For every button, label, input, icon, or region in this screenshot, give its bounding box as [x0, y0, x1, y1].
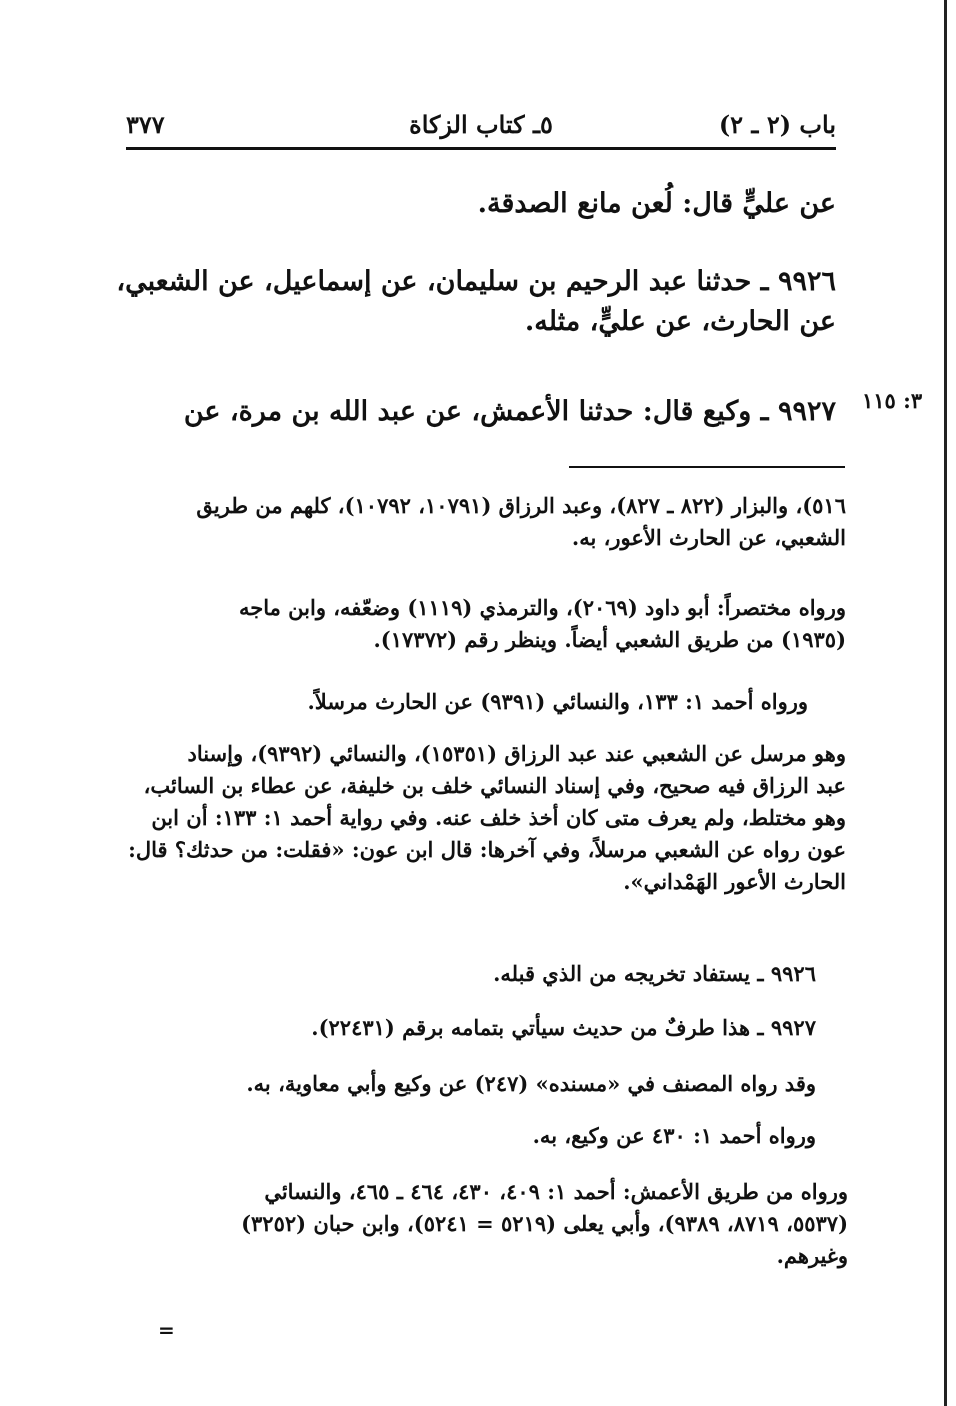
- hadith-9927: [184, 392, 836, 432]
- book-title: ٥ـ كتاب الزكاة: [409, 110, 553, 139]
- footnote-6: [311, 1012, 816, 1044]
- continuation-mark: =: [158, 1318, 175, 1342]
- footnote-5: [493, 958, 816, 990]
- footnote-line: ورواه من طريق الأعمش: أحمد ١: ٤٠٩، ٤٣٠، ٤٦٤ ـ ٤٦٥، والنسائي: [264, 1179, 848, 1204]
- main-line: عن عليٍّ قال: لُعن مانع الصدقة.: [477, 188, 836, 219]
- footnote-line: ٩٩٢٧ ـ هذا طرفٌ من حديث سيأتي بتمامه برقم (٢٢٤٣١).: [311, 1015, 816, 1040]
- footnote-separator: [569, 466, 845, 468]
- footnote-3: [308, 686, 809, 718]
- footnote-line: وغيرهم.: [776, 1243, 848, 1268]
- page-number: ٣٧٧: [126, 110, 165, 139]
- footnote-line: ورواه مختصراً: أبو داود (٢٠٦٩)، والترمذي (١١١٩) وضعّفه، وابن ماجه: [238, 595, 846, 620]
- margin-reference: ٣: ١١٥: [862, 388, 923, 413]
- page-edge-rule: [944, 0, 947, 1406]
- main-line: ٩٩٢٧ ـ وكيع قال: حدثنا الأعمش، عن عبد الله بن مرة، عن: [183, 396, 836, 427]
- main-paragraph-1: [478, 184, 836, 224]
- footnote-7: [246, 1068, 816, 1100]
- footnote-line: ورواه أحمد ١: ٤٣٠ عن وكيع، به.: [532, 1123, 816, 1148]
- chapter-label: باب (٢ ـ ٢): [718, 110, 836, 139]
- footnote-line: (١٩٣٥) من طريق الشعبي أيضاً. وينظر رقم (١٧٣٧٢).: [373, 627, 846, 652]
- footnote-line: الحارث الأعور الهَمْداني».: [623, 869, 846, 894]
- footnote-1: [196, 490, 846, 554]
- footnote-8: [533, 1120, 816, 1152]
- footnote-line: ورواه أحمد ١: ١٣٣، والنسائي (٩٣٩١) عن الحارث مرسلاً.: [307, 689, 808, 714]
- header-rule: [126, 147, 836, 150]
- footnote-line: (٥٥٣٧، ٨٧١٩، ٩٣٨٩)، وأبي يعلى (٥٢١٩ = ٥٢٤١)، وابن حبان (٣٢٥٢): [241, 1211, 848, 1236]
- main-line: عن الحارث، عن عليٍّ، مثله.: [524, 306, 836, 337]
- footnote-line: عون رواه عن الشعبي مرسلاً، وفي آخرها: قال ابن عون: «فقلت: من حدثك؟ قال:: [128, 837, 846, 862]
- footnote-2: [239, 592, 846, 656]
- running-header: [126, 108, 836, 150]
- footnote-line: وقد رواه المصنف في «مسنده» (٢٤٧) عن وكيع وأبي معاوية، به.: [246, 1071, 816, 1096]
- hadith-9926: [116, 262, 836, 342]
- footnote-line: وهو مختلط، ولم يعرف متى كان أخذ خلف عنه. وفي رواية أحمد ١: ١٣٣: أن ابن: [151, 805, 846, 830]
- footnote-line: الشعبي، عن الحارث الأعور، به.: [571, 525, 846, 550]
- footnote-line: ٩٩٢٦ ـ يستفاد تخريجه من الذي قبله.: [493, 961, 816, 986]
- footnote-line: عبد الرزاق فيه صحيح، وفي إسناد النسائي خلف بن خليفة، عن عطاء بن السائب،: [143, 773, 846, 798]
- footnote-line: وهو مرسل عن الشعبي عند عبد الرزاق (١٥٣٥١)، والنسائي (٩٣٩٢)، وإسناد: [187, 741, 846, 766]
- main-line: ٩٩٢٦ ـ حدثنا عبد الرحيم بن سليمان، عن إسماعيل، عن الشعبي،: [116, 266, 836, 297]
- footnote-4: [128, 738, 846, 898]
- footnote-line: ٥١٦)، والبزار (٨٢٢ ـ ٨٢٧)، وعبد الرزاق (١٠٧٩١، ١٠٧٩٢)، كلهم من طريق: [196, 493, 846, 518]
- footnote-9: [241, 1176, 848, 1272]
